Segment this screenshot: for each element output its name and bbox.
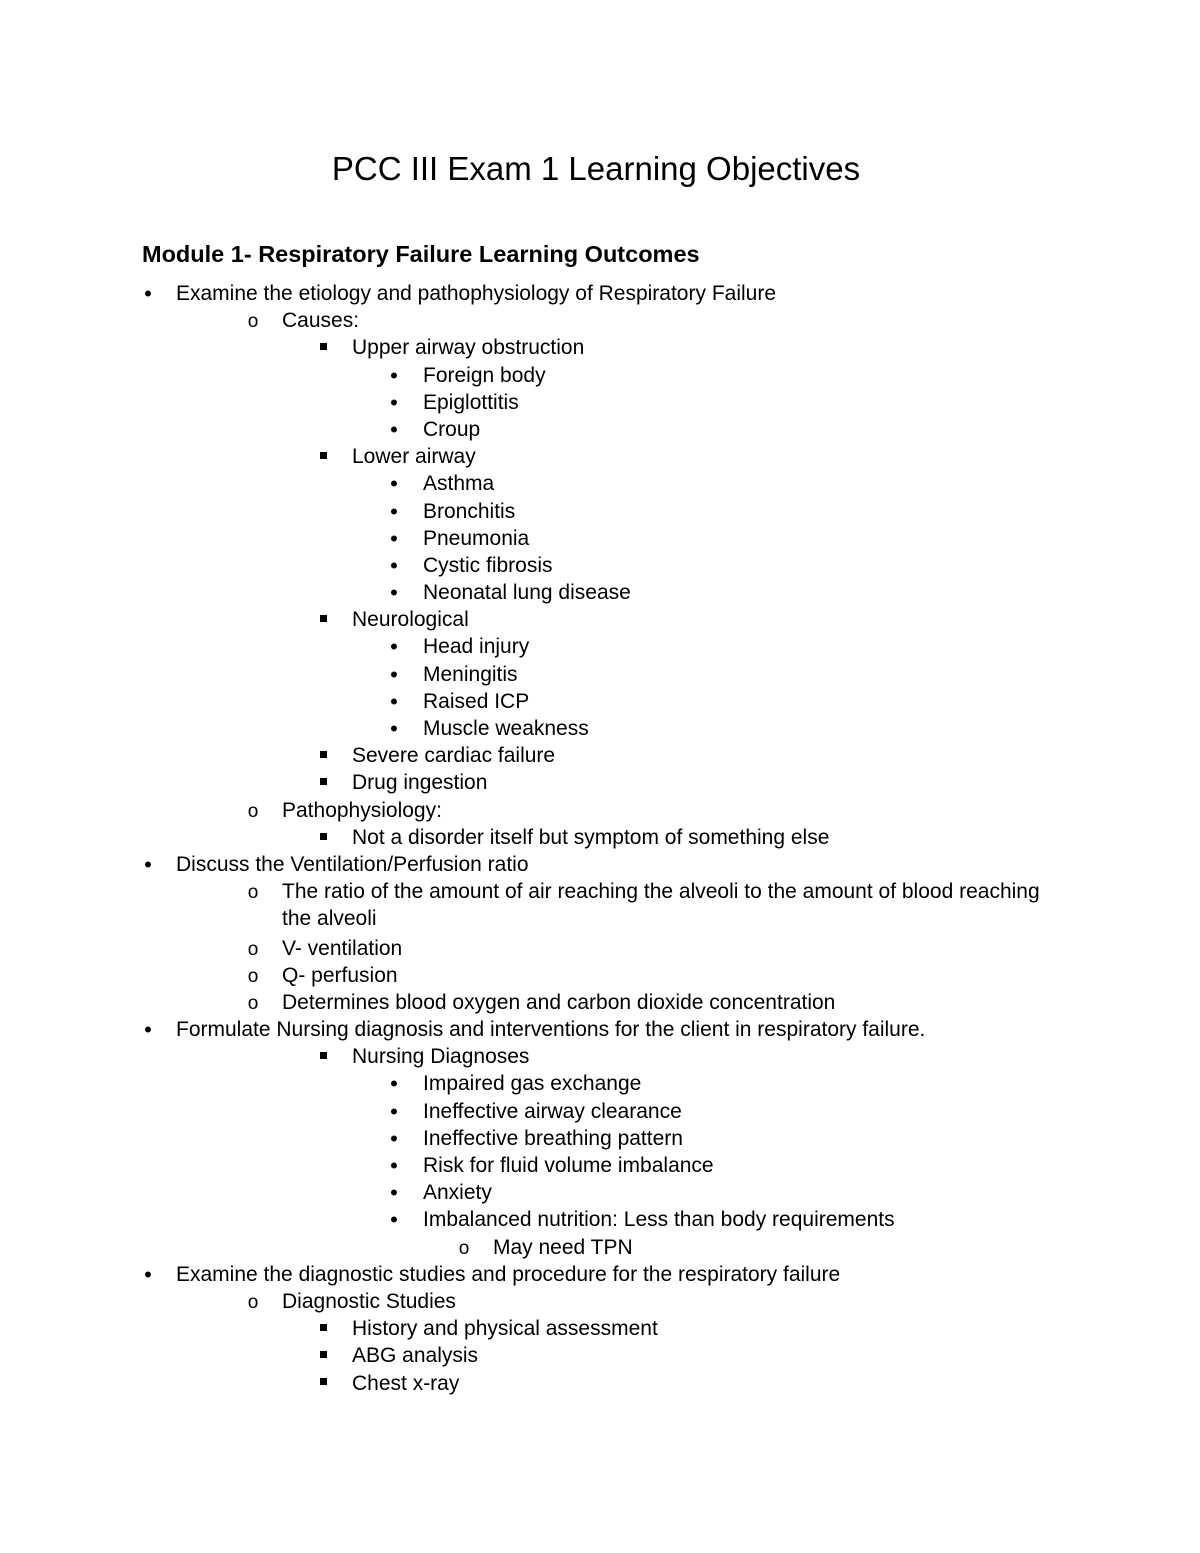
list-item [0,742,1200,769]
dot-bullet-icon [384,470,404,498]
dot-bullet-icon [384,362,404,390]
list-item [0,1070,1200,1097]
dot-bullet-icon [384,1206,404,1234]
list-item [0,1179,1200,1206]
list-item [0,1125,1200,1152]
list-item [0,851,1200,878]
list-item [0,715,1200,742]
list-item [0,334,1200,361]
square-bullet-icon [313,606,333,633]
dot-bullet-icon [384,498,404,526]
list-item-text: Risk for fluid volume imbalance [423,1154,714,1178]
dot-bullet-icon [384,552,404,580]
dot-bullet-icon [384,1152,404,1180]
list-item [0,525,1200,552]
outline-list [0,280,1200,1397]
list-item [0,579,1200,606]
square-bullet-icon [313,824,333,851]
circle-bullet-icon [243,962,263,990]
list-item-text: Pneumonia [423,526,530,550]
list-item [0,1206,1200,1233]
list-item-text: The ratio of the amount of air reaching the alveoli to the amount of blood reaching the alveoli [282,880,1040,931]
list-item-text: Examine the diagnostic studies and procedure for the respiratory failure [176,1262,841,1286]
list-item [0,1315,1200,1342]
list-item-text: Neurological [352,608,469,632]
list-item-text: May need TPN [493,1235,633,1259]
list-item-text: Discuss the Ventilation/Perfusion ratio [176,852,529,876]
list-item-text: Pathophysiology: [282,798,442,822]
list-item [0,443,1200,470]
square-bullet-icon [313,334,333,361]
list-item-text: Muscle weakness [423,717,589,740]
list-item-text: Ineffective airway clearance [423,1099,682,1123]
list-item-text: Upper airway obstruction [352,336,585,360]
list-item-text: Determines blood oxygen and carbon dioxide concentration [282,990,836,1014]
dot-bullet-icon [384,633,404,661]
dot-bullet-icon [384,688,404,716]
list-item [0,416,1200,443]
list-item [0,1234,1200,1261]
square-bullet-icon [313,1043,333,1070]
list-item-text: Lower airway [352,445,476,469]
dot-bullet-icon [384,1070,404,1098]
list-item-text: Causes: [282,309,360,333]
list-item-text: Not a disorder itself but symptom of something else [352,825,830,849]
list-item [0,362,1200,389]
square-bullet-icon [313,1370,333,1397]
list-item-text: Croup [423,417,481,441]
list-item-text: Imbalanced nutrition: Less than body requirements [423,1208,895,1232]
list-item [0,470,1200,497]
circle-bullet-icon [243,989,263,1017]
dot-bullet-icon [138,851,158,879]
list-item-text: Q- perfusion [282,963,398,987]
dot-bullet-icon [384,1179,404,1207]
dot-bullet-icon [384,389,404,417]
list-item-text: Epiglottitis [423,390,519,414]
section-heading: Module 1- Respiratory Failure Learning Outcomes [142,241,700,267]
dot-bullet-icon [138,1016,158,1044]
circle-bullet-icon [243,1288,263,1316]
dot-bullet-icon [384,661,404,689]
circle-bullet-icon [243,878,263,906]
list-item-text: Meningitis [423,662,518,686]
list-item [0,280,1200,307]
list-item-text: Head injury [423,635,530,659]
dot-bullet-icon [138,1261,158,1289]
list-item-text: Nursing Diagnoses [352,1045,530,1069]
square-bullet-icon [313,1315,333,1342]
list-item [0,1370,1200,1397]
page-title: PCC III Exam 1 Learning Objectives [331,150,861,187]
list-item [0,878,1200,934]
list-item-text: Chest x-ray [352,1371,460,1395]
dot-bullet-icon [384,579,404,607]
list-item-text: Raised ICP [423,689,530,713]
circle-bullet-icon [243,307,263,335]
list-item-text: Diagnostic Studies [282,1289,456,1313]
list-item [0,552,1200,579]
list-item-text: V- ventilation [282,936,403,960]
list-item-text: Impaired gas exchange [423,1072,642,1096]
square-bullet-icon [313,742,333,769]
square-bullet-icon [313,443,333,470]
list-item [0,989,1200,1016]
list-item-text: Bronchitis [423,499,516,523]
list-item-text: Anxiety [423,1181,492,1205]
list-item [0,1288,1200,1315]
list-item [0,498,1200,525]
circle-bullet-icon [454,1234,474,1262]
dot-bullet-icon [384,1098,404,1126]
list-item [0,606,1200,633]
square-bullet-icon [313,769,333,796]
circle-bullet-icon [243,797,263,825]
list-item [0,688,1200,715]
list-item [0,769,1200,796]
list-item [0,962,1200,989]
list-item [0,1342,1200,1369]
list-item [0,1261,1200,1288]
dot-bullet-icon [384,1125,404,1153]
list-item-text: Foreign body [423,363,546,387]
list-item-text: Formulate Nursing diagnosis and interventions for the client in respiratory failure. [176,1018,926,1042]
list-item-text: ABG analysis [352,1344,479,1368]
list-item [0,661,1200,688]
list-item-text: Neonatal lung disease [423,581,631,605]
list-item [0,935,1200,962]
list-item-text: Drug ingestion [352,771,488,795]
square-bullet-icon [313,1342,333,1369]
list-item-text: Asthma [423,472,495,496]
list-item [0,389,1200,416]
list-item-text: History and physical assessment [352,1317,658,1341]
list-item-text: Severe cardiac failure [352,744,556,768]
dot-bullet-icon [384,416,404,444]
circle-bullet-icon [243,935,263,963]
dot-bullet-icon [138,280,158,308]
list-item [0,1016,1200,1043]
list-item [0,797,1200,824]
list-item-text: Examine the etiology and pathophysiology of Respiratory Failure [176,282,777,305]
list-item [0,307,1200,334]
list-item [0,1152,1200,1179]
dot-bullet-icon [384,715,404,743]
list-item [0,633,1200,660]
list-item [0,824,1200,851]
list-item [0,1098,1200,1125]
dot-bullet-icon [384,525,404,553]
list-item [0,1043,1200,1070]
list-item-text: Ineffective breathing pattern [423,1126,683,1150]
list-item-text: Cystic fibrosis [423,553,553,577]
